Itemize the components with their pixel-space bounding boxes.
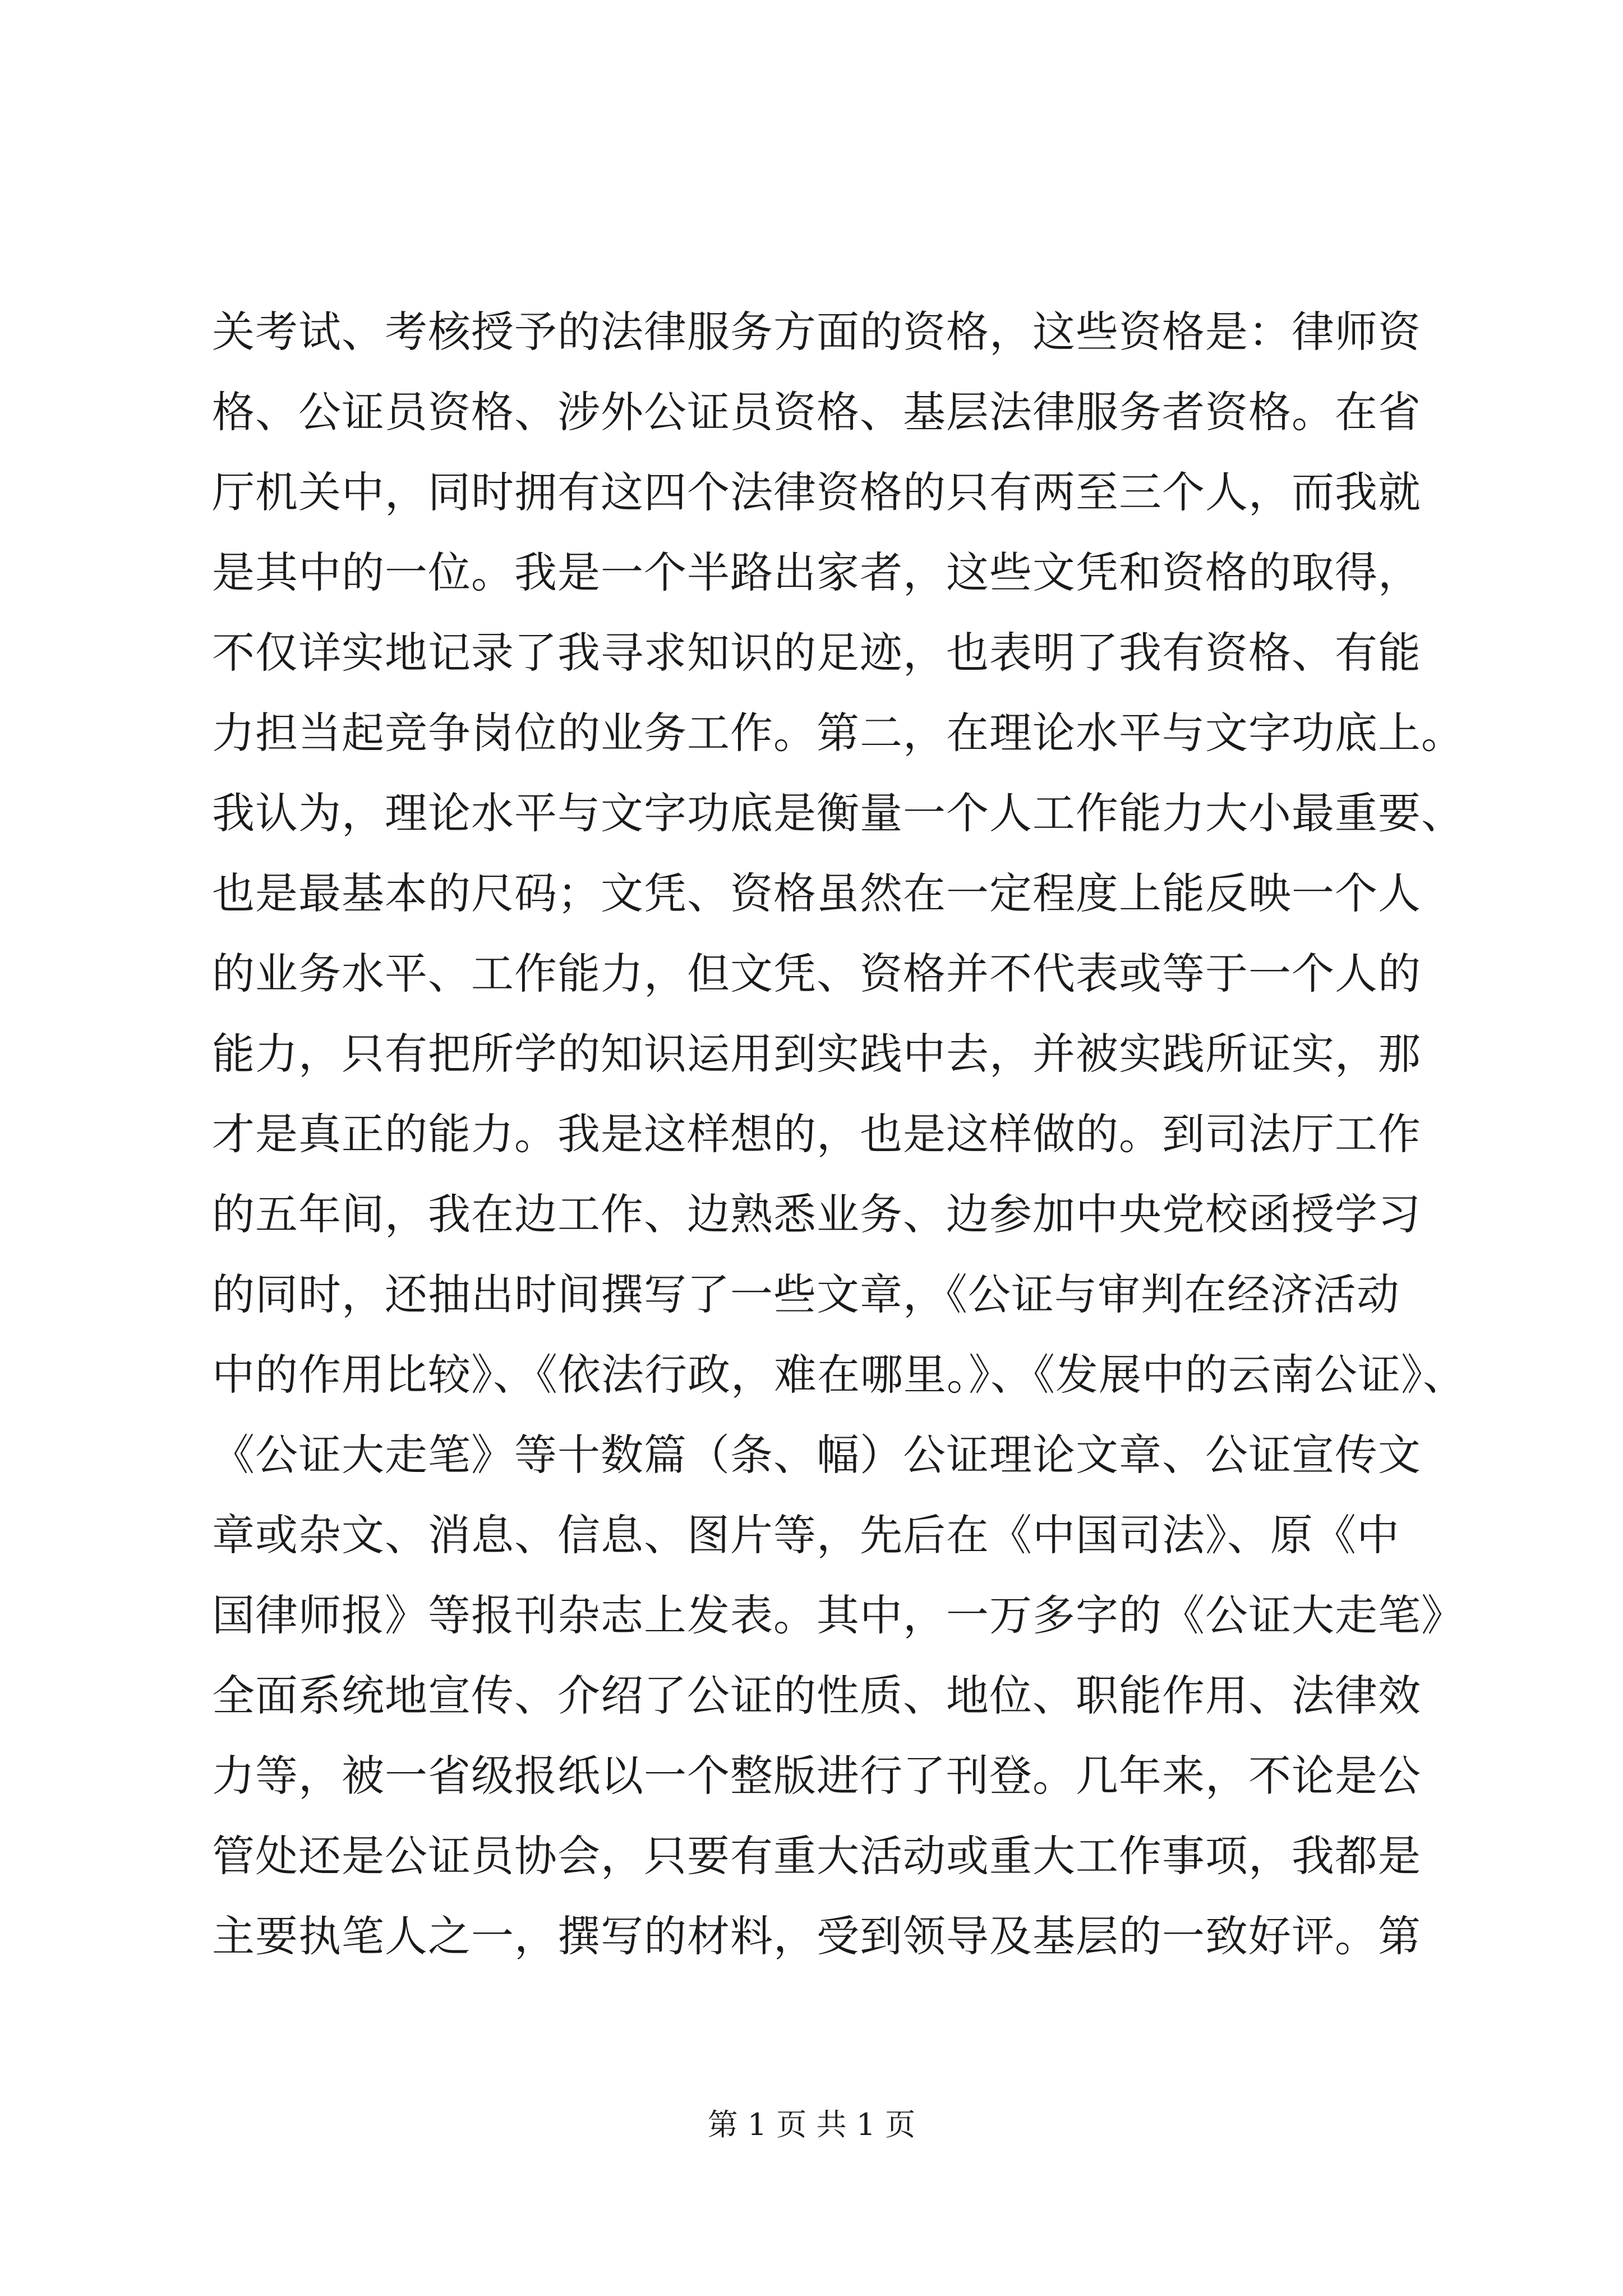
text-line: 中的作用比较》、《依法行政，难在哪里。》、《发展中的云南公证》、	[212, 1350, 1466, 1400]
page-number: 第 1 页 共 1 页	[707, 2107, 916, 2142]
text-line: 《公证大走笔》等十数篇（条、幅）公证理论文章、公证宣传文	[212, 1430, 1421, 1480]
text-line: 不仅详实地记录了我寻求知识的足迹，也表明了我有资格、有能	[212, 628, 1421, 678]
page-footer	[0, 2101, 1623, 2144]
text-line: 能力，只有把所学的知识运用到实践中去，并被实践所证实，那	[212, 1029, 1421, 1079]
text-line: 我认为，理论水平与文字功底是衡量一个人工作能力大小最重要、	[212, 788, 1464, 838]
text-line: 的同时，还抽出时间撰写了一些文章，《公证与审判在经济活动	[212, 1269, 1400, 1319]
text-line: 厅机关中，同时拥有这四个法律资格的只有两至三个人，而我就	[212, 467, 1421, 517]
text-line: 的业务水平、工作能力，但文凭、资格并不代表或等于一个人的	[212, 949, 1421, 999]
text-line: 的五年间，我在边工作、边熟悉业务、边参加中央党校函授学习	[212, 1189, 1421, 1239]
text-line: 关考试、考核授予的法律服务方面的资格，这些资格是：律师资	[212, 307, 1421, 357]
body-text	[212, 292, 1466, 1976]
text-line: 是其中的一位。我是一个半路出家者，这些文凭和资格的取得，	[212, 547, 1421, 597]
text-line: 也是最基本的尺码；文凭、资格虽然在一定程度上能反映一个人	[212, 868, 1421, 918]
text-line: 主要执笔人之一，撰写的材料，受到领导及基层的一致好评。第	[212, 1911, 1421, 1961]
text-line: 才是真正的能力。我是这样想的，也是这样做的。到司法厅工作	[212, 1109, 1421, 1159]
text-line: 格、公证员资格、涉外公证员资格、基层法律服务者资格。在省	[212, 387, 1421, 437]
text-line: 全面系统地宣传、介绍了公证的性质、地位、职能作用、法律效	[212, 1671, 1421, 1720]
text-line: 章或杂文、消息、信息、图片等，先后在《中国司法》、原《中	[212, 1510, 1400, 1560]
text-line: 力担当起竞争岗位的业务工作。第二，在理论水平与文字功底上。	[212, 708, 1464, 758]
text-line: 力等，被一省级报纸以一个整版进行了刊登。几年来，不论是公	[212, 1751, 1421, 1801]
text-line: 国律师报》等报刊杂志上发表。其中，一万多字的《公证大走笔》	[212, 1590, 1464, 1640]
text-line: 管处还是公证员协会，只要有重大活动或重大工作事项，我都是	[212, 1831, 1421, 1881]
